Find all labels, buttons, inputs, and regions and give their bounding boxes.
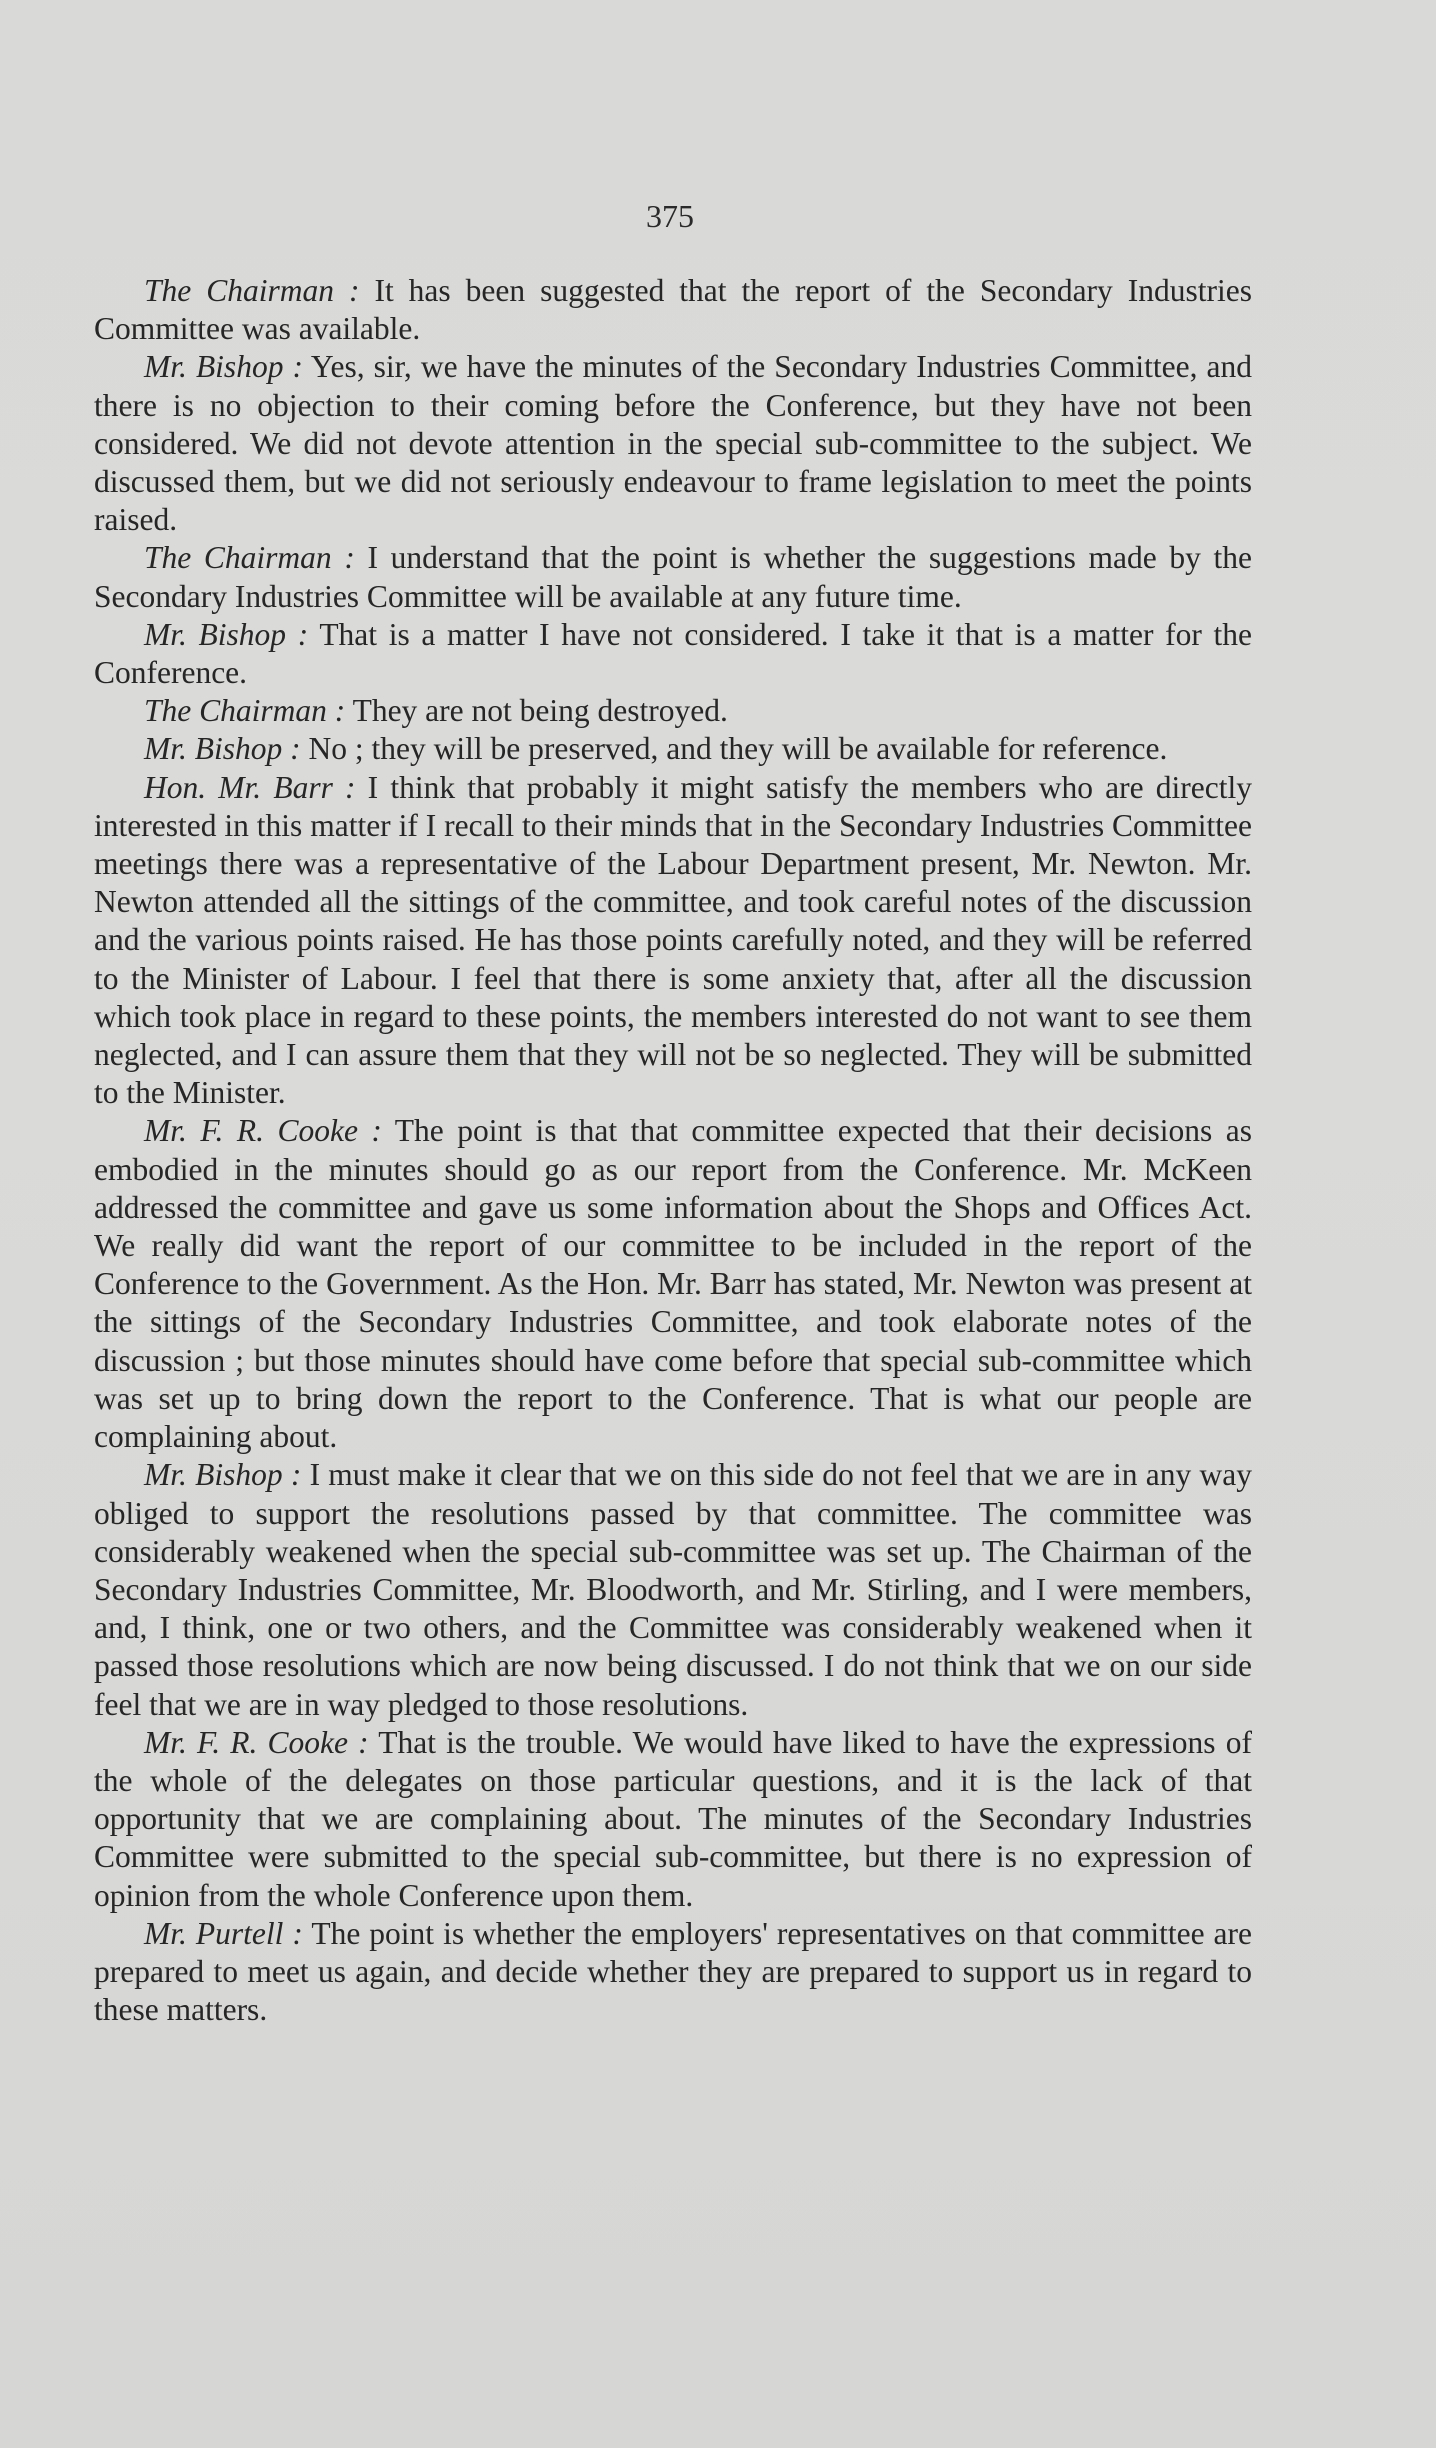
paragraph (94, 272, 1252, 348)
speech-text: I think that probably it might satisfy the members who are directly interested in this matter if I recall to their minds that in the Secondary Industries Committee meetings there was a representative of the Labour Department present, Mr. Newton. Mr. Newton attended all the sittings of the committee, and took careful notes of the discussion and the various points raised. He has those points carefully noted, and they will be referred to the Minister of Labour. I feel that there is some anxiety that, after all the discussion which took place in regard to these points, the members interested do not want to see them neglected, and I can assure them that they will not be so neglected. They will be submitted to the Minister. (94, 769, 1253, 1111)
paragraph (94, 730, 1252, 768)
speech-text: That is a matter I have not considered. I take it that is a matter for the Conference. (94, 616, 1252, 691)
speaker-name: Mr. F. R. Cooke : (144, 1113, 382, 1149)
speech-text: They are not being destroyed. (352, 693, 728, 729)
speaker-name: Mr. Bishop : (144, 616, 309, 652)
speech-text: It has been suggested that the report of the Secondary Industries Committee was available. (94, 273, 1252, 347)
speaker-name: Mr. Bishop : (144, 349, 303, 385)
paragraph (94, 1456, 1252, 1723)
speaker-name: Mr. Bishop : (144, 731, 301, 767)
paragraph (94, 1724, 1252, 1915)
speaker-name: Mr. Bishop : (144, 1457, 302, 1493)
speaker-name: Hon. Mr. Barr : (144, 769, 356, 805)
speech-text: I must make it clear that we on this side do not feel that we are in any way obliged to support the resolutions passed by that committee. The committee was considerably weakened when the special sub-committee was set up. The Chairman of the Secondary Industries Committee, Mr. Bloodworth, and Mr. Stirling, and I were members, and, I think, one or two others, and the Committee was considerably weakened when it passed those resolutions which are now being discussed. I do not think that we on our side feel that we are in way pledged to those resolutions. (94, 1457, 1252, 1722)
paragraph (94, 769, 1252, 1113)
speaker-name: The Chairman : (144, 273, 360, 308)
speech-text: The point is that that committee expected that their decisions as embodied in the minutes should go as our report from the Conference. Mr. McKeen addressed the committee and gave us some information about the Shops and Offices Act. We really did want the report of our committee to be included in the report of the Conference to the Government. As the Hon. Mr. Barr has stated, Mr. Newton was present at the sittings of the Secondary Industries Committee, and took elaborate notes of the discussion ; but those minutes should have come before that special sub-committee which was set up to bring down the report to the Conference. That is what our people are complaining about. (94, 1113, 1252, 1455)
paragraph (94, 616, 1252, 692)
paragraph (94, 1112, 1252, 1456)
page-number: 375 (646, 198, 694, 234)
speaker-name: The Chairman : (144, 693, 346, 729)
transcript-body (94, 272, 1252, 2029)
speech-text: Yes, sir, we have the minutes of the Secondary Industries Committee, and there is no objection to their coming before the Conference, but they have not been considered. We did not devote attention in the special sub-committee to the subject. We discussed them, but we did not seriously endeavour to frame legislation to meet the points raised. (94, 349, 1252, 538)
speaker-name: The Chairman : (144, 540, 355, 576)
speech-text: The point is whether the employers' representatives on that committee are prepared to meet us again, and decide whether they are prepared to support us in regard to these matters. (94, 1915, 1253, 2028)
speaker-name: Mr. Purtell : (144, 1915, 303, 1951)
speaker-name: Mr. F. R. Cooke : (144, 1724, 369, 1760)
speech-text: No ; they will be preserved, and they will be available for reference. (308, 731, 1168, 767)
speech-text: That is the trouble. We would have liked to have the expressions of the whole of the delegates on those particular questions, and it is the lack of that opportunity that we are complaining about. The minutes of the Secondary Industries Committee were submitted to the special sub-committee, but there is no expression of opinion from the whole Conference upon them. (94, 1724, 1252, 1913)
paragraph (94, 539, 1252, 615)
paragraph (94, 1915, 1252, 2030)
speech-text: I understand that the point is whether the suggestions made by the Secondary Industries Committee will be available at any future time. (94, 540, 1253, 614)
paragraph (94, 692, 1252, 730)
paragraph (94, 348, 1252, 539)
